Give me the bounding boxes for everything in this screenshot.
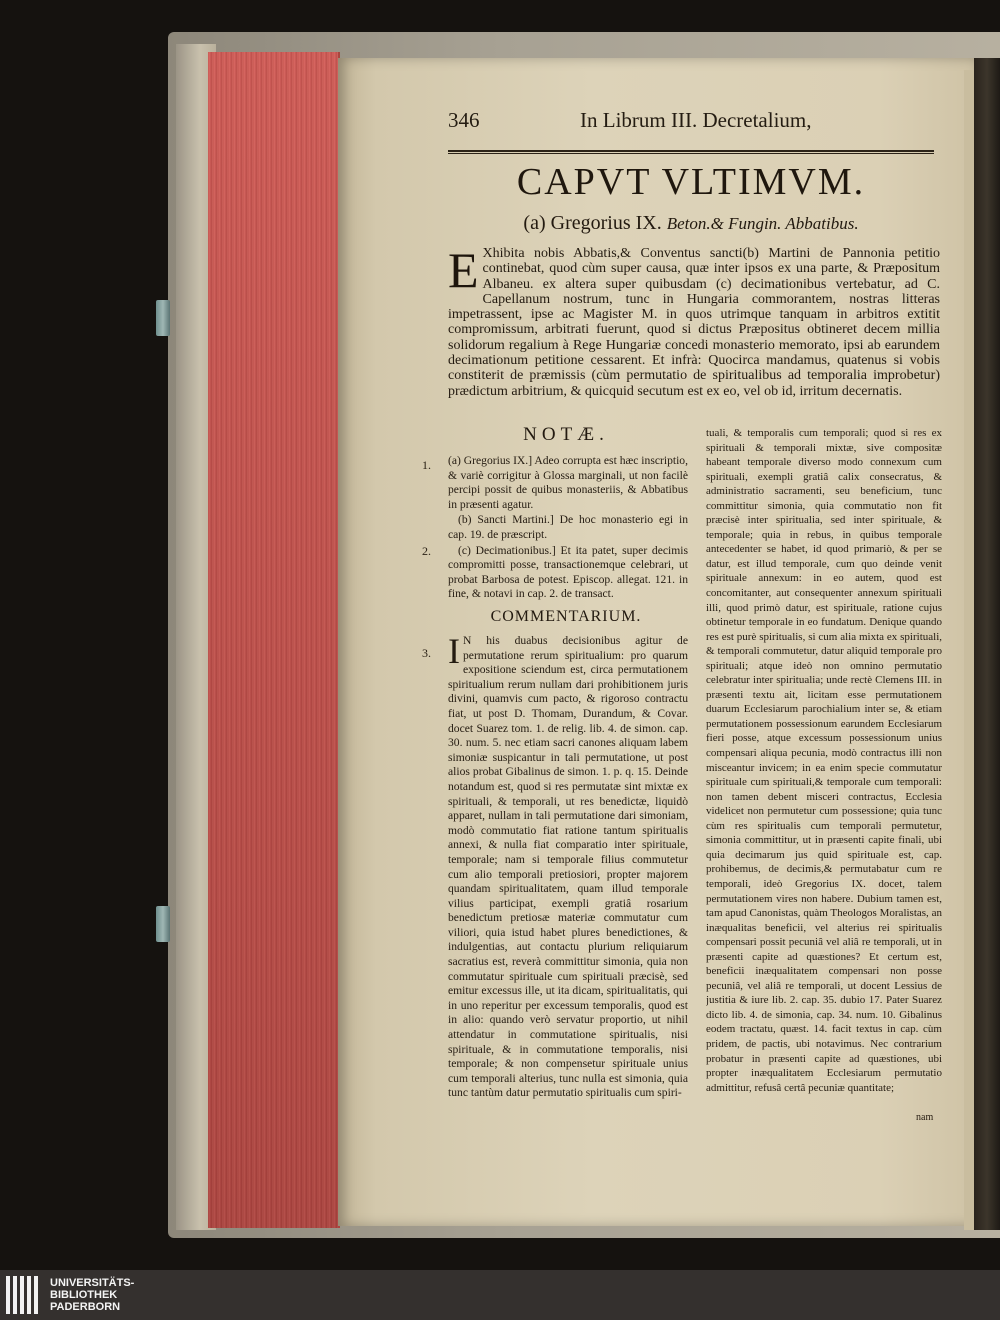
margin-number: 1. xyxy=(422,458,431,472)
drop-cap: E xyxy=(448,242,479,298)
decretal-text: Xhibita nobis Abbatis,& Conventus sancti(b) Martini de Pannonia petitio continebat, quod cùm super causa, quæ inter ipsos ex una parte, & Præpositum Albaneu. ex altera super quibusdam (c) decimationibus vertebatur, ad C. Capellanum nostrum, tunc in Hungaria commorantem, nostras litteras impetrassent, ipse ac Magister M. in quos utrimque tanquam in arbitros extitit compromissum, arbitrati fuerunt, quod si dictus Præpositus obtineret decem millia solidorum regalium à Rege Hungariæ concedi monasterio memorato, ipsi ab earundem decimationum petitione cessarent. Et infrà: Quocirca mandamus, quatenus si vobis constiterit de præmissis (cùm permutatio de spiritualibus ad temporalia improbetur) prædictum arbitrium, & quicquid secutum est ex eo, vel ob id, irritum decernatis. xyxy=(448,246,940,399)
note-b: (b) Sancti Martini.] De hoc monasterio egi in cap. 19. de præscript. xyxy=(448,513,688,541)
note-c: (c) Decimationibus.] Et ita patet, super decimis compromitti posse, transactionemque celebrari, ut probat Barbosa de potest. Episcop. allegat. 121. in fine, & notavi in cap. 2. de transact. xyxy=(448,543,688,601)
commentary-right-column xyxy=(706,426,942,1126)
page-number: 346 xyxy=(448,108,480,132)
back-board xyxy=(974,58,1000,1230)
commentary-left-text: N his duabus decisionibus agitur de permutatione rerum spiritualium: pro quarum expositione sciendum est, circa permutationem spiritualium rerum nullam dari prohibitionem juris divini, quamvis cum pacto, & rigoroso contractu fiat, ut post D. Thomam, Durandum, & Covar. docet Suarez tom. 1. de relig. lib. 4. de simon. cap. 30. num. 5. nec etiam sacri canones aliquam labem simoniæ suspicantur in tali permutatione, ut post alios probat Gibalinus de simon. 1. p. q. 15. Deinde notandum est, quod si res permutatæ sint mixtæ ex spirituali, & temporali, ut res benedictæ, liquidò apparet, nullam in tali permutatione dari simoniam, modò commutatio fiat ratione tantum spiritualis annexi, & nulla fiat comparatio inter spirituale, temporale; nam si temporale filius commutetur cum alio temporali pretiosiori, propter majorem quandam spiritualitatem, quam illud temporale vilius participat, exempli gratiâ rosarium benedictum pretiosæ materiæ commutatur cum viliori, quia istud habet plures benedictiones, & indulgentias, aut contactu plurium reliquiarum sacratius est, reverà committitur simonia, quia non commutatur spirituale cum spirituali præcisè, sed emitur excessus ille, ut ita dicam, spiritualitatis, qui in uno reperitur per excessum temporalis, quod est in alio: quando verò servatur proportio, ut nihil attendatur in commutatione spiritualis, nisi spirituale, & in commutatione temporalis, nisi temporale; & non compensetur spirituale unius cum temporali alterius, tunc nulla est simonia, quia tunc tantùm datur permutatio spiritualis cum spiri- xyxy=(448,634,688,1100)
margin-number: 3. xyxy=(422,646,431,660)
commentary-right-text: tuali, & temporalis cum temporali; quod si res ex spirituali & temporali mixtæ, sive compositæ habeant temporale diverso modo connexum cum spirituali, exempli gratiâ calix consecratus, & administratio sacramenti, seu beneficium, tunc committitur simonia, quia commutatio non fit præcisè inter spiritualia, sed inter spirituale, & temporale; quia in rebus, in quibus temporale antecedenter se habet, id quod primariò, & per se datur, est illud temporale, cum quo deinde venit spirituale annexum: in eo autem, quod est concomitanter, aut consequenter annexum spirituali illi, quod primò datur, est spirituale, ratione cujus obtinetur temporale in eo fundatum. Denique quando res est purè spiritualis, si cum alia mixta ex spirituali, & temporali commutetur, datur aliquid temporale pro spirituali; atque ideò non omnino permutatio celebratur inter spiritualia; unde rectè Clemens III. in præsenti textu ait, licitam esse permutationem duarum Ecclesiarum parochialium inter se, & etiam permutationem possessionum earundem Ecclesiarum fieri posse, atque excessum possessionum unius compensari aliqua pecunia, modò contractus illi non misceantur invicem; in ea enim specie commutatur spirituale cum spirituali,& temporale cum temporali: non tamen debent misceri contractus, Ecclesia videlicet non permutetur cum possessione; quia tunc cùm res spiritualis cum temporali permutetur, simonia committitur, ut in præsenti capite finali, ubi quia decimarum jus quid spirituale est, cap. prohibemus, de decimis,& permutabatur cum re temporali, ideò Gregorius IX. docet, talem permutationem vires non habere. Dubium tamen est, tam apud Canonistas, quàm Theologos Moralistas, an inæqualitas beneficii, vel alterius rei spiritualis compensari possit pecuniâ vel aliâ re temporali, ut in præsenti capite ad quæstiones? Et certum est, beneficii inæqualitatem compensari non posse pecuniâ, vel aliâ re temporali, ut docent Lessius de justitia & iure lib. 2. cap. 35. dubio 17. Pater Suarez dicto lib. 4. de simonia, cap. 34. num. 10. Gibalinus eodem tractatu, quæst. 14. facit textus in cap. cùm pridem, de pactis, ubi notavimus. Nec contrarium probatur in præsenti capite ad quæstiones, ubi propter inæqualitatem Ecclesiarum permutatio admittitur, refusâ certâ pecuniæ quantitate; xyxy=(706,427,942,1094)
clasp-icon xyxy=(156,906,170,942)
subtitle-lead: (a) Gregorius IX. xyxy=(523,212,662,234)
header-rule xyxy=(448,150,934,154)
library-name-line: PADERBORN xyxy=(50,1301,121,1313)
library-logo-icon xyxy=(6,1276,44,1314)
decretal-text-block xyxy=(448,242,940,430)
margin-number: 2. xyxy=(422,544,431,558)
subtitle-addressees: Beton.& Fungin. Abbatibus. xyxy=(666,214,859,233)
notes-block xyxy=(448,454,688,603)
red-page-edges xyxy=(208,52,340,1228)
catchword: nam xyxy=(916,1112,934,1123)
library-name xyxy=(50,1277,134,1313)
running-head: In Librum III. Decretalium, xyxy=(580,108,812,132)
library-name-line: BIBLIOTHEK xyxy=(50,1289,118,1301)
commentary-left-column xyxy=(448,634,688,1130)
notes-heading: NOTÆ. xyxy=(523,424,609,445)
commentary-heading: COMMENTARIUM. xyxy=(490,608,642,625)
note-a: (a) Gregorius IX.] Adeo corrupta est hæc inscriptio, & variè corrigitur à Glossa marginali, ut non facilè percipi possit de quibus monasteriis, & Abbatibus in præsenti agatur. xyxy=(448,454,688,511)
page-header xyxy=(448,108,934,138)
chapter-subtitle xyxy=(448,212,934,235)
library-footer xyxy=(0,1270,1000,1320)
chapter-title: CAPVT VLTIMVM. xyxy=(516,161,866,203)
clasp-icon xyxy=(156,300,170,336)
commentary-drop-cap: I xyxy=(448,634,460,671)
library-name-line: UNIVERSITÄTS- xyxy=(50,1277,135,1289)
